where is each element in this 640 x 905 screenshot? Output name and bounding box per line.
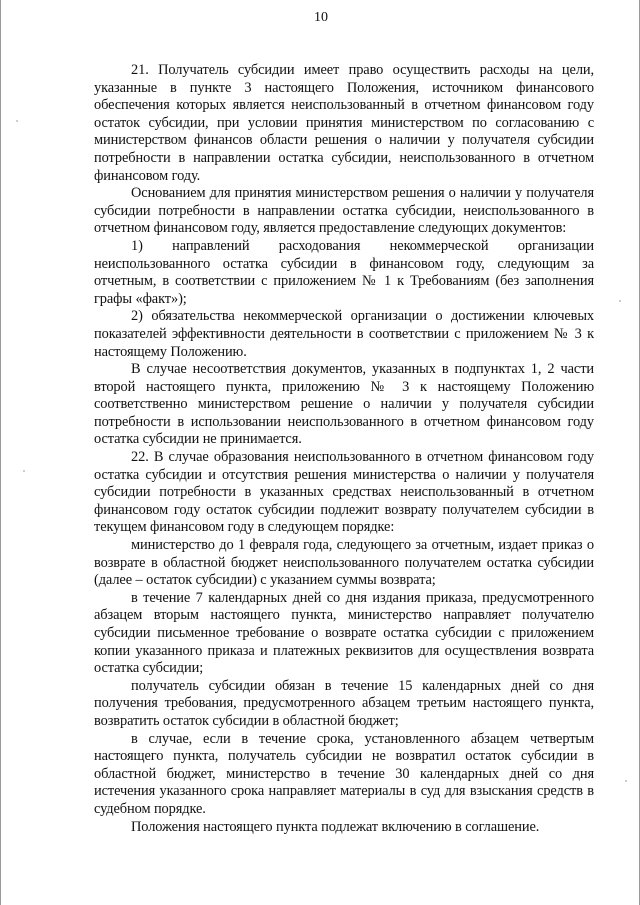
paragraph-item-1: 1) направлений расходования некоммерческой организации неиспользованного остатка субсидии в финансовом году, следующим за отчетным, в соответствии с приложением № 1 к Требованиям (без заполнения графы «факт»); bbox=[94, 237, 594, 307]
paragraph-order-step-3: получатель субсидии обязан в течение 15 календарных дней со дня получения требования, предусмотренного абзацем третьим настоящего пункта, возвратить остаток субсидии в областной бюджет; bbox=[94, 677, 594, 729]
paragraph-22: 22. В случае образования неиспользованного в отчетном финансовом году остатка субсидии и отсутствия решения министерства о наличии у получателя субсидии потребности в указанных средствах неиспользованный в отчетном финансовом году остаток субсидии подлежит возврату получателем субсидии в текущем финансовом году в следующем порядке: bbox=[94, 449, 594, 536]
paragraph-agreement-inclusion: Положения настоящего пункта подлежат включению в соглашение. bbox=[131, 818, 540, 835]
paragraph-order-step-1: министерство до 1 февраля года, следующего за отчетным, издает приказ о возврате в областной бюджет неиспользованного получателем остатка субсидии (далее – остаток субсидии) с указанием суммы возврата; bbox=[94, 537, 594, 589]
scan-speck bbox=[619, 300, 621, 302]
document-body bbox=[94, 62, 594, 836]
paragraph-order-step-2: в течение 7 календарных дней со дня издания приказа, предусмотренного абзацем вторым настоящего пункта, министерство направляет получателю субсидии письменное требование о возврате остатка субсидии с приложением копии указанного приказа и платежных реквизитов для осуществления возврата остатка субсидии; bbox=[94, 589, 594, 677]
scan-speck bbox=[16, 120, 18, 122]
paragraph-grounds: Основанием для принятия министерством решения о наличии у получателя субсидии потребности в направлении остатка субсидии, неиспользованного в отчетном финансовом году, является предоставление следующих документов: bbox=[94, 185, 594, 237]
paragraph-order-step-4: в случае, если в течение срока, установленного абзацем четвертым настоящего пункта, получатель субсидии не возвратил остаток субсидии в областной бюджет, министерство в течение 30 календарных дней со дня истечения указанного срока направляет материалы в суд для взыскания средств в судебном порядке. bbox=[94, 730, 594, 817]
paragraph-21: 21. Получатель субсидии имеет право осуществить расходы на цели, указанные в пункте 3 настоящего Положения, источником финансового обеспечения которых является неиспользованный в отчетном финансовом году остаток субсидии, при условии принятия министерством по согласованию с министерством финансов области решения о наличии у получателя субсидии потребности в направлении остатка субсидии, неиспользованного в отчетном финансовом году. bbox=[94, 62, 594, 184]
scan-speck bbox=[23, 470, 25, 472]
page-number: 10 bbox=[314, 10, 328, 25]
scan-speck bbox=[625, 780, 627, 782]
paragraph-noncompliance: В случае несоответствия документов, указанных в подпунктах 1, 2 части второй настоящего пункта, приложению № 3 к настоящему Положению соответственно министерством решение о наличии у получателя субсидии потребности в использовании неиспользованного в отчетном финансовом году остатка субсидии не принимается. bbox=[94, 361, 594, 448]
paragraph-item-2: 2) обязательства некоммерческой организации о достижении ключевых показателей эффективности деятельности в соответствии с приложением № 3 к настоящему Положению. bbox=[94, 308, 594, 360]
